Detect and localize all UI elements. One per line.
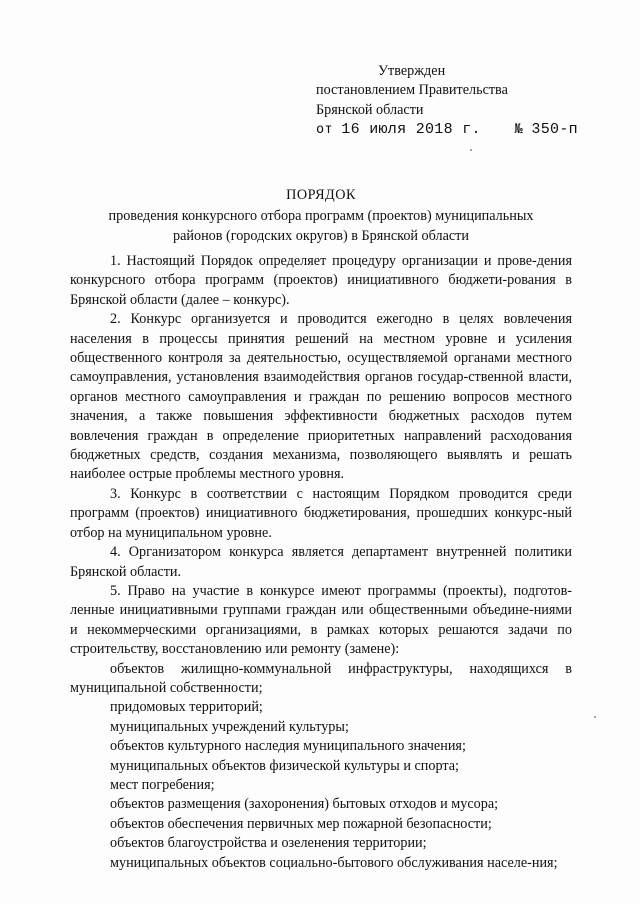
document-body: [70, 252, 572, 873]
approval-line-region: Брянской области: [316, 101, 424, 118]
document-heading: ПОРЯДОК: [286, 187, 356, 203]
date-value: 16 июля 2018 г.: [341, 121, 481, 139]
list-item: объектов культурного наследия муниципального значения;: [110, 738, 466, 755]
paragraph-1: 1. Настоящий Порядок определяет процедуру организации и прове-дения конкурсного отбора программ (проектов) инициативного бюджети-рования в Брянской области (далее – конкурс).: [70, 253, 572, 308]
list-item: объектов обеспечения первичных мер пожарной безопасности;: [110, 815, 492, 832]
list-item: муниципальных объектов физической культуры и спорта;: [110, 757, 459, 774]
list-item: придомовых территорий;: [110, 699, 263, 716]
date-prefix: от: [316, 121, 333, 138]
paragraph-3: 3. Конкурс в соответствии с настоящим Порядком проводится среди программ (проектов) инициативного бюджетирования, прошедших конкурс-ный отбор на муниципальном уровне.: [70, 485, 572, 541]
approval-date-number: [316, 120, 616, 139]
scan-speck: [470, 149, 472, 151]
paragraph-5: 5. Право на участие в конкурсе имеют программы (проекты), подготов-ленные инициативными группами граждан или общественными объедине-ниями и некоммерческими организациями, в рамках которых решаются задачи по строительству, восстановлению или ремонту (замене):: [70, 582, 572, 658]
document-subtitle-line-1: проведения конкурсного отбора программ (проектов) муниципальных: [108, 208, 534, 225]
paragraph-4: 4. Организатором конкурса является департамент внутренней политики Брянской области.: [70, 544, 572, 580]
list-item: объектов жилищно-коммунальной инфраструктуры, находящихся в муниципальной собственности;: [70, 660, 572, 696]
document-subtitle-line-2: районов (городских округов) в Брянской области: [173, 227, 469, 244]
approval-line-resolution: постановлением Правительства: [316, 82, 508, 99]
list-item: объектов размещения (захоронения) бытовых отходов и мусора;: [110, 796, 499, 813]
scan-speck: [594, 716, 596, 718]
list-item: муниципальных учреждений культуры;: [110, 718, 349, 735]
number-value: 350-п: [531, 121, 578, 139]
approval-line-approved: Утвержден: [378, 63, 446, 79]
number-sign: №: [514, 121, 523, 138]
list-item: муниципальных объектов социально-бытового обслуживания населе-ния;: [110, 854, 558, 871]
approval-block: [316, 62, 616, 140]
document-title-block: [70, 186, 572, 246]
list-item: объектов благоустройства и озеленения территории;: [110, 835, 427, 852]
paragraph-2: 2. Конкурс организуется и проводится ежегодно в целях вовлечения населения в процессы принятия решений на местном уровне и усиления общественного контроля за деятельностью, осуществляемой органами местного самоуправления, установления взаимодействия органов государ-ственной власти, органов местного самоуправления и граждан по решению вопросов местного значения, а также повышения эффективности бюджетных расходов путем вовлечения граждан в определение приоритетных направлений расходования бюджетных средств, создания механизма, позволяющего выявлять и решать наиболее острые проблемы местного уровня.: [70, 311, 572, 483]
list-item: мест погребения;: [110, 776, 215, 793]
